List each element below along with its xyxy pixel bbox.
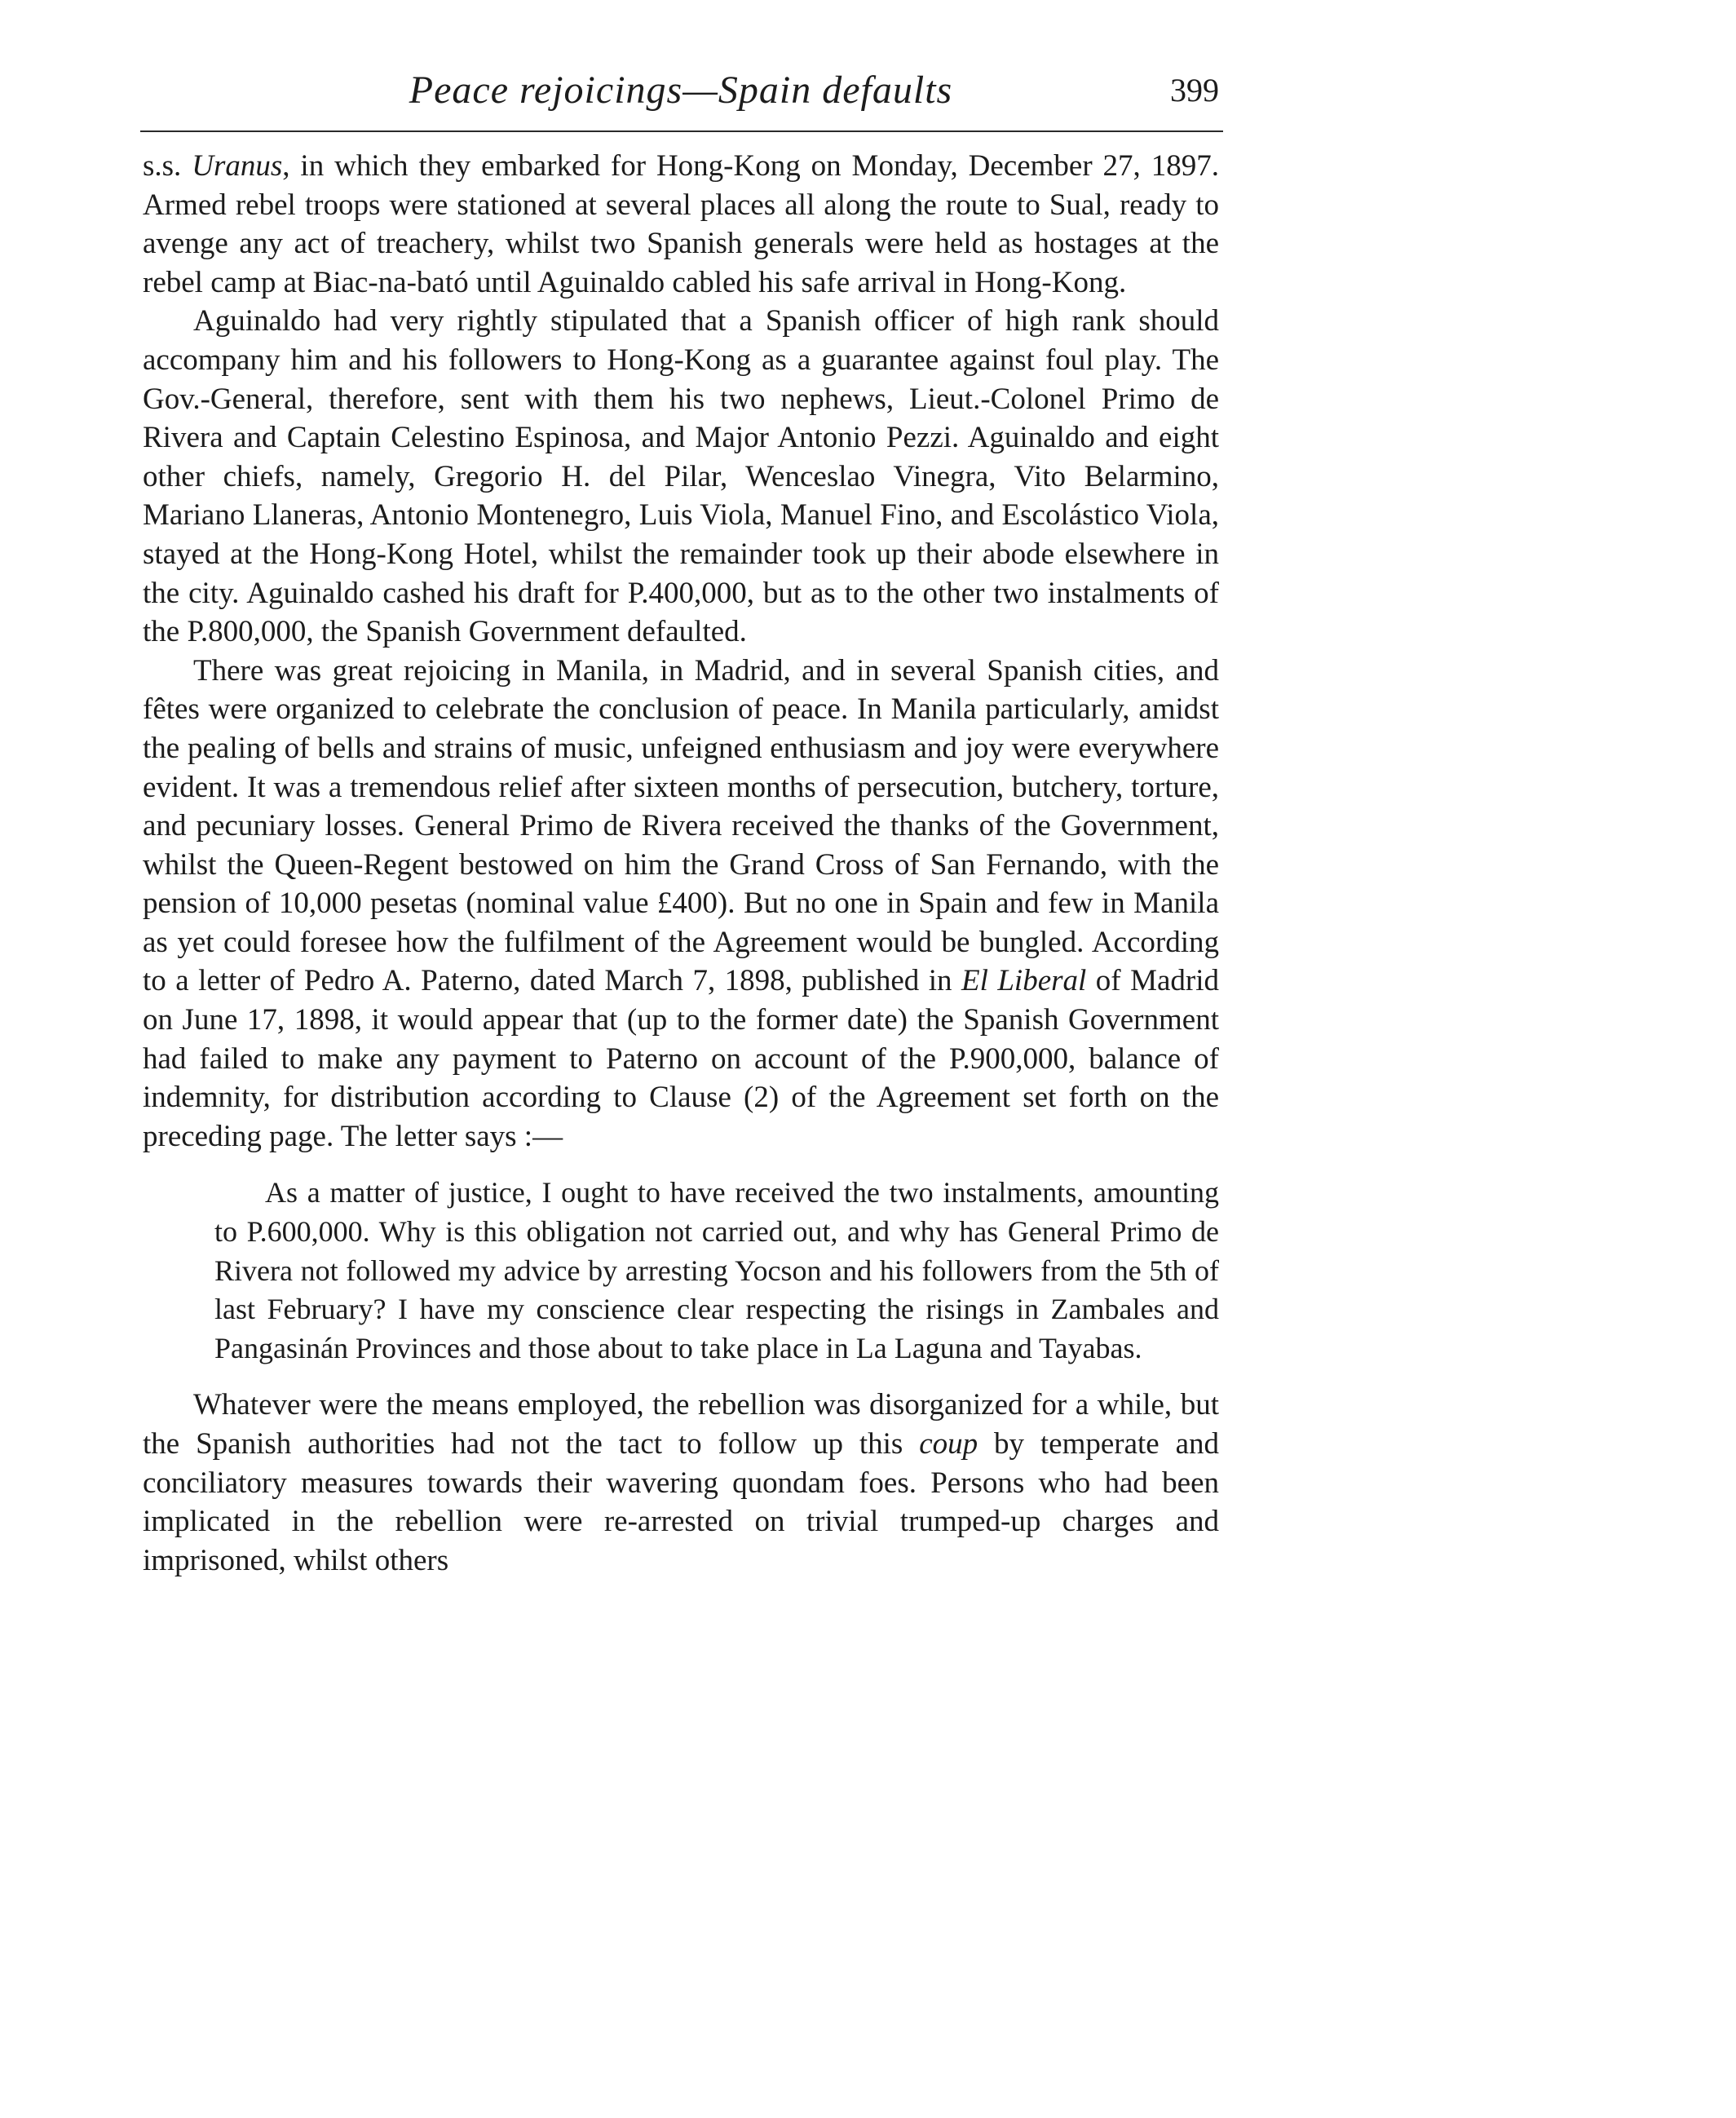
- ship-prefix: s.s.: [143, 149, 192, 183]
- paragraph-4-text-b: by temperate and conciliatory measures towards their wavering quondam foes. Persons who had been implicated in the rebellion were re-arrested on trivial trumped-up charges and imprisoned, whilst others: [143, 1427, 1219, 1577]
- block-quote: As a matter of justice, I ought to have received the two instalments, amounting to P.600,000. Why is this obligation not carried out, and why has General Primo de Rivera not followed my advice by arresting Yocson and his followers from the 5th of last February? I have my conscience clear respecting the risings in Zambales and Pangasinán Provinces and those about to take place in La Laguna and Tayabas.: [214, 1176, 1219, 1364]
- running-title: Peace rejoicings—Spain defaults: [409, 69, 953, 112]
- running-head: [143, 65, 1219, 122]
- paragraph-2: Aguinaldo had very rightly stipulated that a Spanish officer of high rank should accompany him and his followers to Hong-Kong as a guarantee against foul play. The Gov.-General, therefore, sent with them his two nephews, Lieut.-Colonel Primo de Rivera and Captain Celestino Espinosa, and Major Antonio Pezzi. Aguinaldo and eight other chiefs, namely, Gregorio H. del Pilar, Wenceslao Vinegra, Vito Belarmino, Mariano Llaneras, Antonio Montenegro, Luis Viola, Manuel Fino, and Escolástico Viola, stayed at the Hong-Kong Hotel, whilst the remainder took up their abode elsewhere in the city. Aguinaldo cashed his draft for P.400,000, but as to the other two instalments of the P.800,000, the Spanish Government defaulted.: [143, 304, 1219, 649]
- page-number: 399: [1170, 72, 1219, 108]
- paragraph-4-text-a: Whatever were the means employed, the rebellion was disorganized for a while, but the Spanish authorities had not the tact to follow up this: [143, 1388, 1219, 1461]
- paragraph-3: [143, 652, 1219, 1156]
- paragraph-4: [143, 1386, 1219, 1580]
- coup-word: coup: [919, 1427, 978, 1461]
- body-text: [143, 147, 1219, 1580]
- paragraph-3-text-a: There was great rejoicing in Manila, in Madrid, and in several Spanish cities, and fêtes were organized to celebrate the conclusion of peace. In Manila particularly, amidst the pealing of bells and strains of music, unfeigned enthusiasm and joy were everywhere evident. It was a tremendous relief after sixteen months of persecution, butchery, torture, and pecuniary losses. General Primo de Rivera received the thanks of the Government, whilst the Queen-Regent bestowed on him the Grand Cross of San Fernando, with the pension of 10,000 pesetas (nominal value £400). But no one in Spain and few in Manila as yet could foresee how the fulfilment of the Agreement would be bungled. According to a letter of Pedro A. Paterno, dated March 7, 1898, published in: [143, 653, 1219, 998]
- header-rule: [140, 130, 1223, 132]
- newspaper-title: El Liberal: [961, 964, 1087, 998]
- paragraph-1-text: , in which they embarked for Hong-Kong on Monday, December 27, 1897. Armed rebel troops were stationed at several places all along the route to Sual, ready to avenge any act of treachery, whilst two Spanish generals were held as hostages at the rebel camp at Biac-na-bató until Aguinaldo cabled his safe arrival in Hong-Kong.: [143, 149, 1219, 299]
- paragraph-3-text-b: of Madrid on June 17, 1898, it would appear that (up to the former date) the Spanish Government had failed to make any payment to Paterno on account of the P.900,000, balance of indemnity, for distribution according to Clause (2) of the Agreement set forth on the preceding page. The letter says :—: [143, 964, 1219, 1153]
- paragraph-1: [143, 147, 1219, 302]
- ship-name: Uranus: [192, 149, 283, 183]
